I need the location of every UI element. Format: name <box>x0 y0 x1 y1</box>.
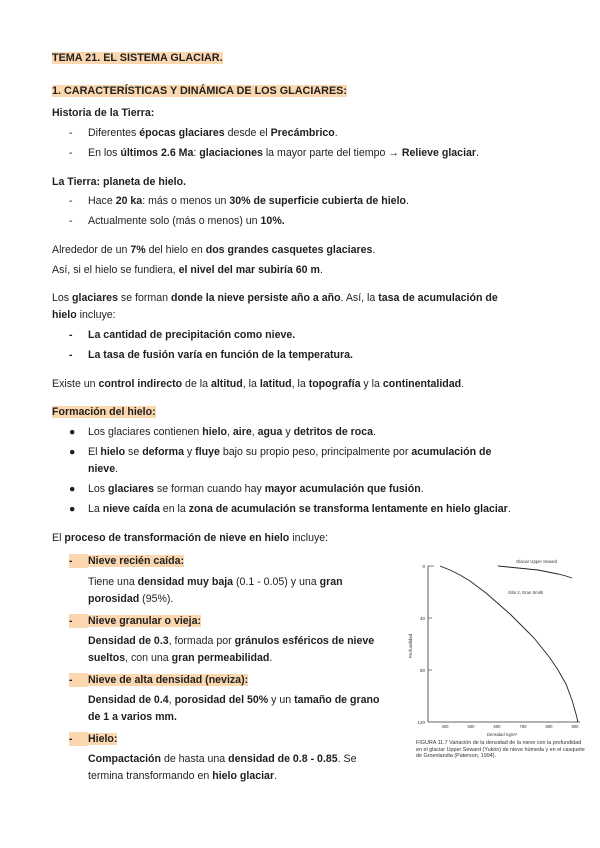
y-tick-label: 120 <box>417 720 425 725</box>
planeta-item-2: - Actualmente solo (más o menos) un 10%. <box>69 215 285 227</box>
label-upper-seward: Glaciar Upper Seward <box>516 559 558 564</box>
paragraph-control: Existe un control indirecto de la altitud, la latitud, la topografía y la continentalidad. <box>52 378 465 390</box>
upper-seward-curve <box>498 566 572 578</box>
y-tick-label: 0 <box>422 564 425 569</box>
paragraph-glaciares-line-1: Los glaciares se forman donde la nieve persiste año a año. Así, la tasa de acumulación de <box>52 292 498 304</box>
stage-3-description: Densidad de 0.4, porosidad del 50% y un tamaño de grano de 1 a varios mm. <box>88 694 380 723</box>
formacion-bullet-2-cont: nieve. <box>88 463 119 475</box>
paragraph-nivel-mar: Así, si el hielo se fundiera, el nivel del mar subiría 60 m. <box>52 264 323 276</box>
x-tick-label: 500 <box>467 724 475 729</box>
paragraph-proceso: El proceso de transformación de nieve en hielo incluye: <box>52 532 329 544</box>
formacion-heading: Formación del hielo: <box>52 406 156 418</box>
x-tick-label: 400 <box>441 724 449 729</box>
historia-item-2: - En los últimos 2.6 Ma: glaciaciones la mayor parte del tiempo → Relieve glaciar. <box>69 147 479 159</box>
formacion-bullet-3: ● Los glaciares se forman cuando hay mayor acumulación que fusión. <box>69 483 424 495</box>
historia-heading: Historia de la Tierra: <box>52 107 155 119</box>
stage-1-description: Tiene una densidad muy baja (0.1 - 0.05) y una gran porosidad (95%). <box>88 576 343 605</box>
paragraph-glaciares-line-2: hielo incluye: <box>52 309 116 321</box>
document-title: TEMA 21. EL SISTEMA GLACIAR. <box>52 52 223 64</box>
tasa-item-2: - La tasa de fusión varía en función de la temperatura. <box>69 349 353 361</box>
stage-4-description: Compactación de hasta una densidad de 0.8 - 0.85. Se termina transformando en hielo glaciar. <box>88 753 357 782</box>
bullet-icon: ● <box>69 503 76 515</box>
label-sitio-2: Sitio 2, Gran Smith <box>508 590 544 595</box>
bullet-icon: ● <box>69 483 76 495</box>
formacion-bullet-1: ● Los glaciares contienen hielo, aire, agua y detritos de roca. <box>69 426 376 438</box>
historia-item-1: - Diferentes épocas glaciares desde el Precámbrico. <box>69 127 338 139</box>
bullet-icon: ● <box>69 446 76 458</box>
stage-2-description: Densidad de 0.3, formada por gránulos esféricos de nieve sueltos, con una gran permeabilidad. <box>88 635 375 664</box>
planeta-heading: La Tierra: planeta de hielo. <box>52 176 187 188</box>
tasa-item-1: - La cantidad de precipitación como nieve. <box>69 329 296 341</box>
figure-caption: FIGURA 11.7 Variación de la densidad de la nieve con la profundidad en el glaciar Upper Seward (Yukón) de nieve húmeda y en el casquete de Groenlandia (Paterson, 1994). <box>416 740 585 760</box>
density-depth-figure <box>398 556 584 768</box>
x-tick-label: 800 <box>545 724 553 729</box>
formacion-bullet-4: ● La nieve caída en la zona de acumulación se transforma lentamente en hielo glaciar. <box>69 503 511 515</box>
y-axis-label: Profundidad <box>408 633 413 659</box>
y-tick-label: 40 <box>419 616 425 621</box>
x-tick-label: 600 <box>493 724 501 729</box>
stage-1-title: - Nieve recién caída: <box>69 555 184 567</box>
section-1-title: 1. CARACTERÍSTICAS Y DINÁMICA DE LOS GLACIARES: <box>52 85 347 97</box>
planeta-item-1: - Hace 20 ka: más o menos un 30% de superficie cubierta de hielo. <box>69 195 409 207</box>
stage-2-title: - Nieve granular o vieja: <box>69 615 202 627</box>
stage-4-title: - Hielo: <box>69 733 118 745</box>
stage-3-title: - Nieve de alta densidad (neviza): <box>69 674 249 686</box>
paragraph-casquetes: Alrededor de un 7% del hielo en dos grandes casquetes glaciares. <box>52 244 376 256</box>
x-tick-label: 900 <box>571 724 579 729</box>
x-axis-label: Densidad Kg/m³ <box>486 732 518 737</box>
x-tick-label: 700 <box>519 724 527 729</box>
formacion-bullet-2: ● El hielo se deforma y fluye bajo su propio peso, principalmente por acumulación de <box>69 446 492 458</box>
y-tick-label: 80 <box>419 668 425 673</box>
bullet-icon: ● <box>69 426 76 438</box>
